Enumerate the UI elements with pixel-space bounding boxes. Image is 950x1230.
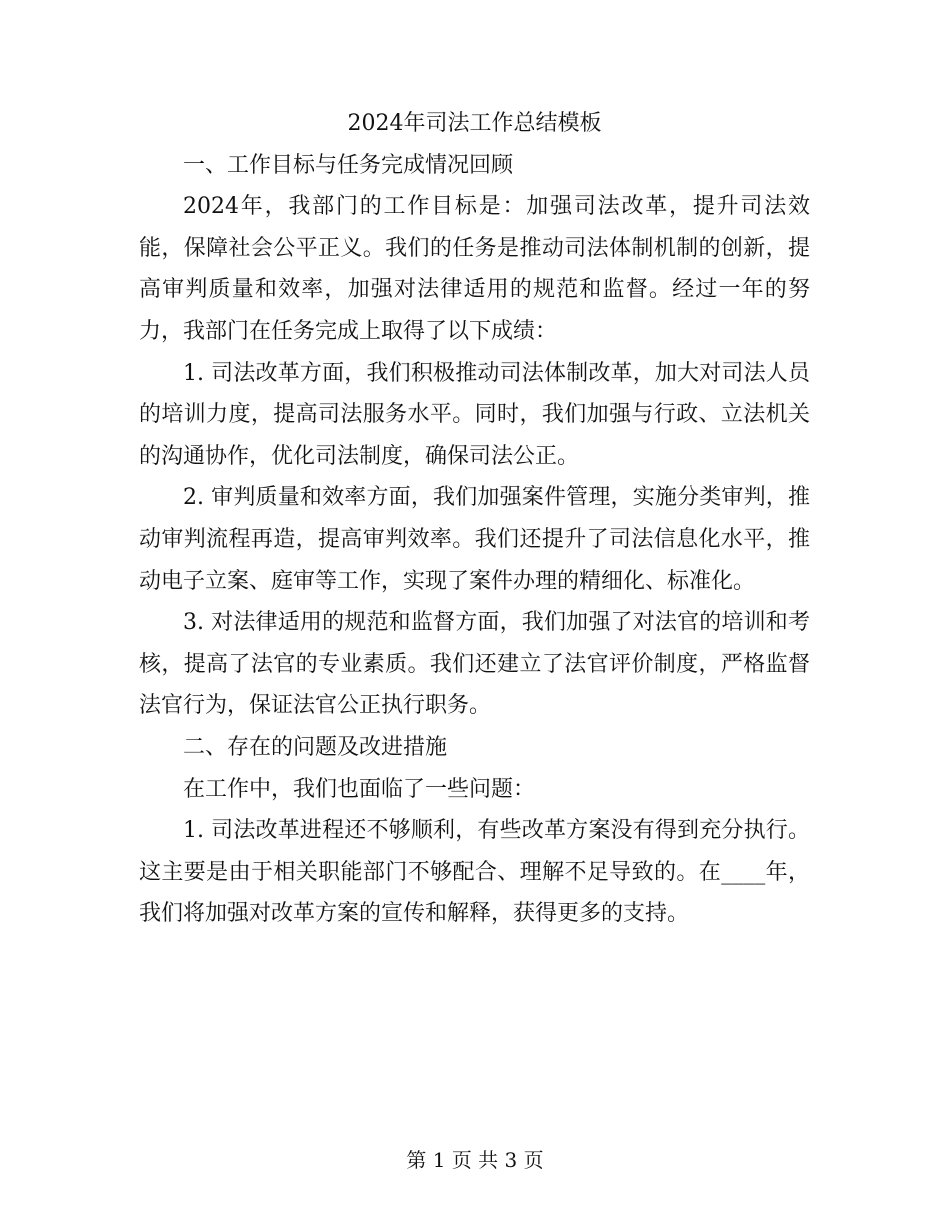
paragraph-goals: 2024年，我部门的工作目标是：加强司法改革，提升司法效能，保障社会公平正义。我们的任务是推动司法体制机制的创新，提高审判质量和效率，加强对法律适用的规范和监督。经过一年的努力，我部门在任务完成上取得了以下成绩： [139, 194, 810, 344]
document-title: 2024年司法工作总结模板 [347, 111, 602, 136]
paragraph-item-2: 2. 审判质量和效率方面，我们加强案件管理，实施分类审判，推动审判流程再造，提高审判效率。我们还提升了司法信息化水平，推动电子立案、庭审等工作，实现了案件办理的精细化、标准化。 [139, 485, 810, 594]
page-number-footer: 第 1 页 共 3 页 [406, 1148, 544, 1172]
document-body [139, 103, 810, 935]
paragraph-problem-1: 1. 司法改革进程还不够顺利，有些改革方案没有得到充分执行。这主要是由于相关职能部门不够配合、理解不足导致的。在____年，我们将加强对改革方案的宣传和解释，获得更多的支持。 [139, 818, 810, 927]
section-heading-1: 一、工作目标与任务完成情况回顾 [183, 152, 514, 178]
paragraph-item-3: 3. 对法律适用的规范和监督方面，我们加强了对法官的培训和考核，提高了法官的专业素质。我们还建立了法官评价制度，严格监督法官行为，保证法官公正执行职务。 [139, 610, 810, 719]
paragraph-item-1: 1. 司法改革方面，我们积极推动司法体制改革，加大对司法人员的培训力度，提高司法服务水平。同时，我们加强与行政、立法机关的沟通协作，优化司法制度，确保司法公正。 [139, 360, 810, 469]
paragraph-problems-intro: 在工作中，我们也面临了一些问题： [183, 776, 536, 802]
section-heading-2: 二、存在的问题及改进措施 [183, 734, 448, 760]
